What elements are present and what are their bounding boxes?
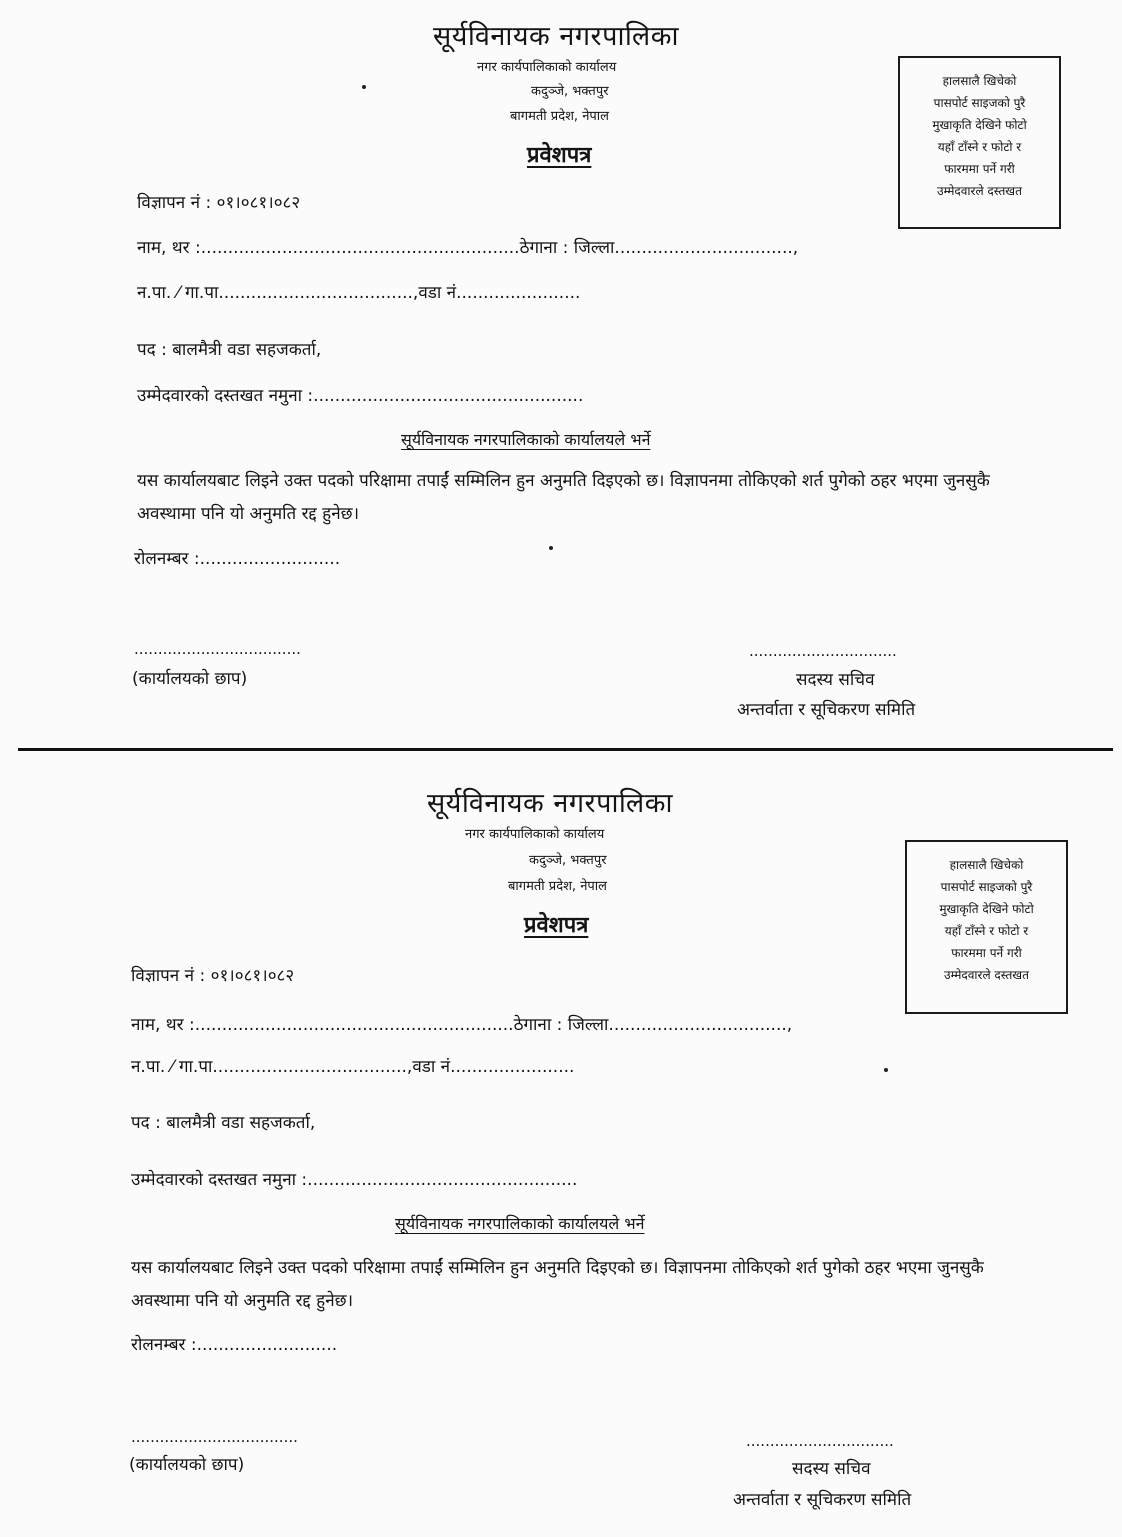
permission-paragraph: यस कार्यालयबाट लिइने उक्त पदको परिक्षामा तपाईं सम्मिलिन हुन अनुमति दिइएको छ। विज्ञापनमा तोकिएको शर्त पुगेको ठहर भएमा जुनसुकै अवस्थामा पनि यो अनुमति रद्द हुनेछ। bbox=[137, 471, 990, 524]
office-stamp-label: (कार्यालयको छाप) bbox=[132, 669, 248, 689]
secretary-signature-line: ............................... bbox=[746, 1432, 894, 1450]
photo-instruction-line: पासपोर्ट साइजको पुरै bbox=[933, 96, 1026, 110]
photo-instruction-line: पासपोर्ट साइजको पुरै bbox=[940, 880, 1033, 894]
admit-card-bottom bbox=[0, 752, 1122, 1537]
secretary-signature-line: ............................... bbox=[749, 642, 897, 660]
paper-speck bbox=[549, 546, 553, 550]
photo-instruction-line: हालसालै खिचेको bbox=[949, 858, 1024, 872]
photo-instruction-line: हालसालै खिचेको bbox=[942, 74, 1017, 88]
photo-placeholder-box bbox=[905, 840, 1068, 1014]
address-line-1: कदुञ्जे, भक्तपुर bbox=[531, 84, 609, 99]
office-stamp-label: (कार्यालयको छाप) bbox=[129, 1455, 245, 1475]
municipality-title: सूर्यविनायक नगरपालिका bbox=[433, 21, 679, 52]
admit-card-top bbox=[0, 0, 1122, 745]
roll-number-field: रोलनम्बर :.......................... bbox=[134, 549, 341, 569]
post-field: पद : बालमैत्री वडा सहजकर्ता, bbox=[137, 340, 322, 360]
committee-name: अन्तर्वाता र सूचिकरण समिति bbox=[737, 700, 916, 720]
photo-placeholder-box bbox=[898, 56, 1061, 229]
photo-instruction-line: उम्मेदवारले दस्तखत bbox=[944, 968, 1029, 982]
office-name: नगर कार्यपालिकाको कार्यालय bbox=[477, 60, 617, 75]
photo-instruction-line: मुखाकृति देखिने फोटो bbox=[939, 902, 1034, 916]
photo-instruction-line: फारममा पर्ने गरी bbox=[944, 162, 1015, 176]
office-name: नगर कार्यपालिकाको कार्यालय bbox=[465, 827, 605, 842]
cut-divider-line bbox=[18, 748, 1113, 751]
office-use-heading: सूर्यविनायक नगरपालिकाको कार्यालयले भर्ने bbox=[401, 430, 651, 449]
photo-instruction-line: उम्मेदवारले दस्तखत bbox=[937, 184, 1022, 198]
admit-card-heading: प्रवेशपत्र bbox=[527, 143, 592, 168]
member-secretary-title: सदस्य सचिव bbox=[792, 1459, 871, 1479]
address-line-1: कदुञ्जे, भक्तपुर bbox=[529, 853, 607, 868]
advertisement-number: विज्ञापन नं : ०१।०८१।०८२ bbox=[137, 193, 301, 213]
address-line-2: बागमती प्रदेश, नेपाल bbox=[510, 109, 609, 124]
municipality-ward-field: न.पा. ⁄ गा.पा....................................,वडा नं....................... bbox=[131, 1057, 575, 1077]
member-secretary-title: सदस्य सचिव bbox=[796, 670, 875, 690]
name-address-field: नाम, थर :...........................................................ठेगाना : जिल्ला................................., bbox=[131, 1015, 793, 1035]
post-field: पद : बालमैत्री वडा सहजकर्ता, bbox=[131, 1113, 316, 1133]
name-address-field: नाम, थर :...........................................................ठेगाना : जिल्ला................................., bbox=[137, 238, 799, 258]
admit-card-heading: प्रवेशपत्र bbox=[524, 913, 589, 938]
signature-sample-field: उम्मेदवारको दस्तखत नमुना :.................................................. bbox=[137, 386, 584, 406]
municipality-title: सूर्यविनायक नगरपालिका bbox=[427, 788, 673, 819]
photo-instruction-line: मुखाकृति देखिने फोटो bbox=[932, 118, 1027, 132]
permission-paragraph: यस कार्यालयबाट लिइने उक्त पदको परिक्षामा तपाईं सम्मिलिन हुन अनुमति दिइएको छ। विज्ञापनमा तोकिएको शर्त पुगेको ठहर भएमा जुनसुकै अवस्थामा पनि यो अनुमति रद्द हुनेछ। bbox=[131, 1258, 984, 1311]
paper-speck bbox=[362, 85, 366, 89]
address-line-2: बागमती प्रदेश, नेपाल bbox=[508, 879, 607, 894]
paper-speck bbox=[884, 1068, 888, 1072]
office-use-heading: सूर्यविनायक नगरपालिकाको कार्यालयले भर्ने bbox=[395, 1214, 645, 1233]
municipality-ward-field: न.पा. ⁄ गा.पा....................................,वडा नं....................... bbox=[137, 283, 581, 303]
signature-sample-field: उम्मेदवारको दस्तखत नमुना :.................................................. bbox=[131, 1170, 578, 1190]
advertisement-number: विज्ञापन नं : ०१।०८१।०८२ bbox=[131, 966, 295, 986]
photo-instruction-line: यहाँ टाँस्ने र फोटो र bbox=[937, 140, 1022, 154]
committee-name: अन्तर्वाता र सूचिकरण समिति bbox=[733, 1490, 912, 1510]
office-stamp-line: ................................... bbox=[134, 640, 301, 658]
roll-number-field: रोलनम्बर :.......................... bbox=[131, 1335, 338, 1355]
office-stamp-line: ................................... bbox=[131, 1428, 298, 1446]
photo-instruction-line: फारममा पर्ने गरी bbox=[951, 946, 1022, 960]
photo-instruction-line: यहाँ टाँस्ने र फोटो र bbox=[944, 924, 1029, 938]
